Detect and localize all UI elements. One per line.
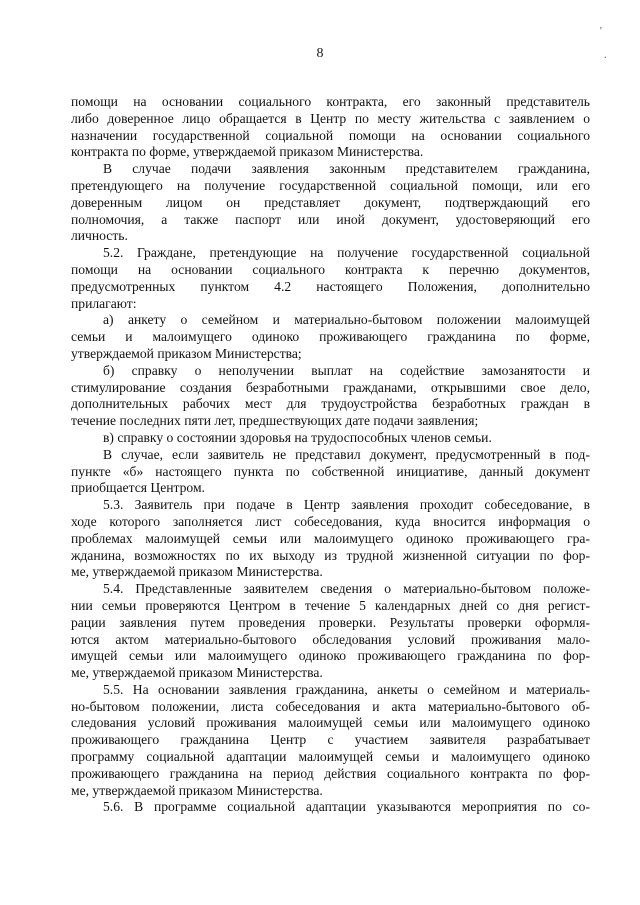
text-line: рации заявления путем проведения проверки. Результаты проверки оформля- — [71, 614, 590, 630]
text-line: 5.5. На основании заявления гражданина, анкеты о семейном и материаль- — [103, 681, 590, 697]
text-line: в) справку о состоянии здоровья на трудоспособных членов семьи. — [103, 429, 492, 445]
text-line: дополнительных рабочих мест для трудоустройства безработных граждан в — [71, 396, 590, 412]
text-line: но-бытовом положении, листа собеседования и акта материально-бытового об- — [71, 698, 590, 714]
text-line: следования условий проживания малоимущей семьи или малоимущего одиноко — [71, 715, 590, 731]
paragraph-5-5 — [71, 682, 590, 800]
text-line: назначении государственной социальной помощи на основании социального — [71, 127, 590, 143]
text-line: 5.3. Заявитель при подаче в Центр заявления проходит собеседование, в — [103, 497, 590, 513]
text-line: нии семьи проверяются Центром в течение 5 календарных дней со дня регист- — [71, 597, 590, 613]
paragraph-5-6 — [71, 799, 590, 816]
text-line: б) справку о неполучении выплат на содействие замозанятости и — [103, 362, 590, 378]
text-line: личность. — [71, 228, 128, 244]
paragraph-5-2-b — [71, 363, 590, 430]
text-line: контракта по форме, утверждаемой приказом Министерства. — [71, 144, 424, 160]
page-number: 8 — [316, 46, 324, 61]
text-line: 5.6. В программе социальной адаптации указываются мероприятия по со- — [103, 799, 590, 815]
text-line: ме, утверждаемой приказом Министерства. — [71, 782, 323, 798]
text-line: ются актом материально-бытового обследования условий проживания мало- — [71, 631, 590, 647]
text-line: 5.4. Представленные заявителем сведения о материально-бытовом положе- — [103, 581, 590, 597]
text-line: программу социальной адаптации малоимущей семьи и малоимущего одиноко — [71, 749, 590, 765]
text-line: пункте «б» настоящего пункта по собственной инициативе, данный документ — [71, 463, 590, 479]
text-line: В случае, если заявитель не представил документ, предусмотренный в под- — [103, 446, 590, 462]
text-line: утверждаемой приказом Министерства; — [71, 345, 302, 361]
text-line: 5.2. Граждане, претендующие на получение государственной социальной — [103, 245, 590, 261]
text-line: проблемах малоимущей семьи или малоимущего одиноко проживающего гра- — [71, 530, 590, 546]
paragraph-5-2 — [71, 245, 590, 312]
text-line: жданина, возможностях по их выходу из трудной жизненной ситуации по фор- — [71, 547, 590, 563]
paragraph-5-3 — [71, 497, 590, 581]
text-line: В случае подачи заявления законным представителем гражданина, — [103, 161, 590, 177]
text-line: прилагают: — [71, 295, 137, 311]
paragraph-5-2-a — [71, 312, 590, 362]
text-line: проживающего гражданина на период действия социального контракта по фор- — [71, 765, 590, 781]
scan-speck: ' — [600, 26, 602, 37]
scan-speck: . — [604, 50, 607, 61]
text-line: ме, утверждаемой приказом Министерства. — [71, 564, 323, 580]
paragraph-5-2-v — [71, 430, 590, 447]
text-line: ходе которого заполняется лист собеседования, куда вносится информация о — [71, 513, 590, 529]
text-line: стимулирование создания безработными гражданами, открывшими свое дело, — [71, 379, 590, 395]
text-line: доверенным лицом он представляет документ, подтверждающий его — [71, 194, 590, 210]
text-line: полномочия, а также паспорт или иной документ, удостоверяющий его — [71, 211, 590, 227]
text-line: имущей семьи или малоимущего одиноко проживающего гражданина по фор- — [71, 648, 590, 664]
text-line: либо доверенное лицо обращается в Центр по месту жительства с заявлением о — [71, 110, 590, 126]
paragraph-5-4 — [71, 581, 590, 682]
text-line: а) анкету о семейном и материально-бытовом положении малоимущей — [103, 312, 590, 328]
paragraph-missing-document — [71, 447, 590, 497]
paragraph-intro — [71, 94, 590, 161]
text-line: помощи на основании социального контракта к перечню документов, — [71, 261, 590, 277]
text-line: семьи и малоимущего одиноко проживающего гражданина по форме, — [71, 329, 590, 345]
text-line: течение последних пяти лет, предшествующих дате подачи заявления; — [71, 413, 479, 429]
text-line: ме, утверждаемой приказом Министерства. — [71, 665, 323, 681]
text-line: претендующего на получение государственной социальной помощи, или его — [71, 177, 590, 193]
text-line: предусмотренных пунктом 4.2 настоящего Положения, дополнительно — [71, 278, 590, 294]
document-body — [71, 94, 590, 816]
text-line: проживающего гражданина Центр с участием заявителя разрабатывает — [71, 732, 590, 748]
text-line: приобщается Центром. — [71, 480, 205, 496]
paragraph-representative — [71, 161, 590, 245]
text-line: помощи на основании социального контракта, его законный представитель — [71, 94, 590, 109]
